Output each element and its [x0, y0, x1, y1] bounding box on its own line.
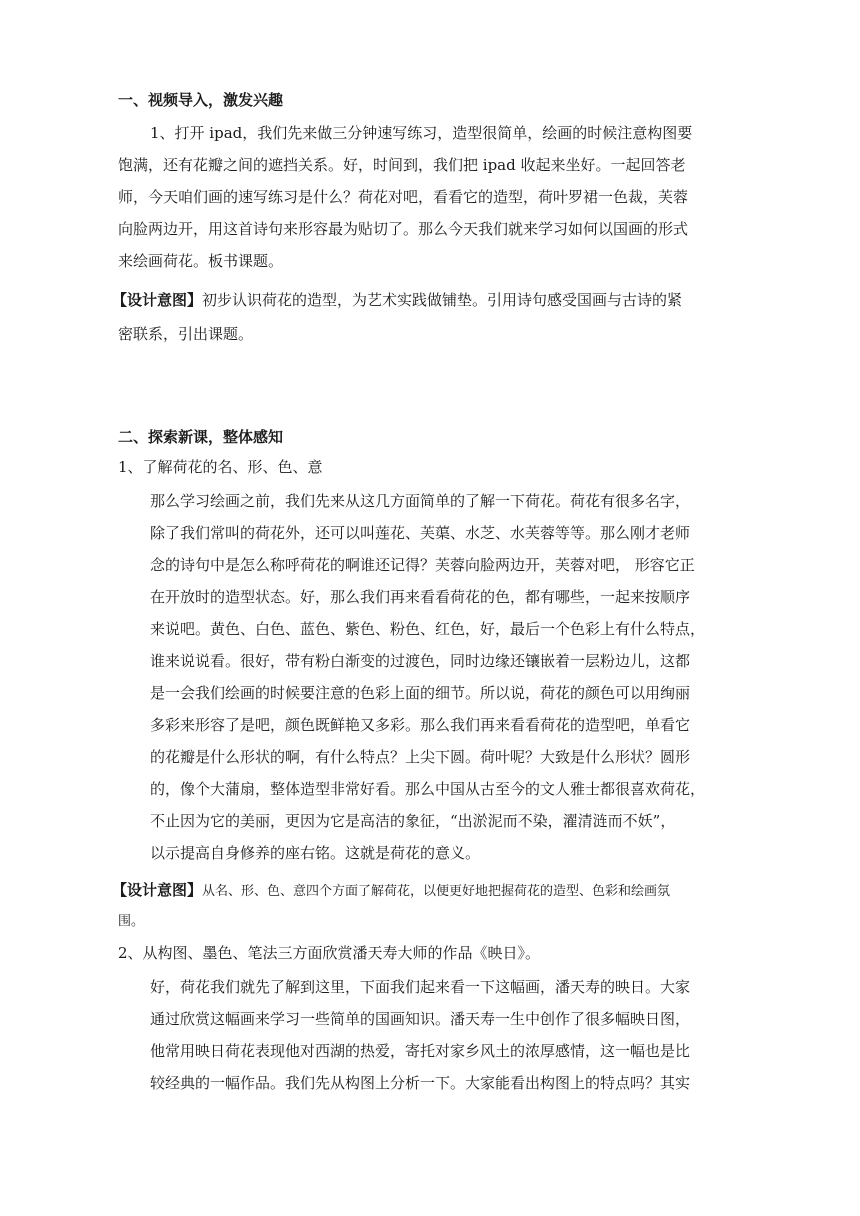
paragraph-line: 较经典的一幅作品。我们先从构图上分析一下。大家能看出构图上的特点吗？其实	[150, 1074, 691, 1092]
paragraph-line: 念的诗句中是怎么称呼荷花的啊谁还记得？芙蓉向脸两边开，芙蓉对吧， 形容它正	[150, 556, 695, 574]
design-intent-line: 密联系，引出课题。	[118, 325, 254, 343]
paragraph-line: 的花瓣是什么形状的啊，有什么特点？上尖下圆。荷叶呢？大致是什么形状？圆形	[150, 748, 691, 766]
paragraph-line: 通过欣赏这幅画来学习一些简单的国画知识。潘天寿一生中创作了很多幅映日图，	[150, 1010, 691, 1028]
paragraph-line: 多彩来形容了是吧，颜色既鲜艳又多彩。那么我们再来看看荷花的造型吧，单看它	[150, 716, 691, 734]
paragraph-line: 向脸两边开，用这首诗句来形容最为贴切了。那么今天我们就来学习如何以国画的形式	[118, 220, 689, 238]
design-intent-text: 从名、形、色、意四个方面了解荷花，以便更好地把握荷花的造型、色彩和绘画氛	[202, 884, 671, 899]
design-intent-label: 【设计意图】	[112, 291, 203, 309]
design-intent-label: 【设计意图】	[112, 881, 203, 899]
paragraph-line: 饱满，还有花瓣之间的遮挡关系。好，时间到，我们把 ipad 收起来坐好。一起回答老	[118, 156, 686, 174]
paragraph-line: 好，荷花我们就先了解到这里，下面我们起来看一下这幅画，潘天寿的映日。大家	[150, 978, 691, 996]
design-intent-text: 初步认识荷花的造型，为艺术实践做铺垫。引用诗句感受国画与古诗的紧	[202, 291, 683, 309]
paragraph-line: 的，像个大蒲扇，整体造型非常好看。那么中国从古至今的文人雅士都很喜欢荷花，	[150, 780, 706, 798]
paragraph-line: 除了我们常叫的荷花外，还可以叫莲花、芙蕖、水芝、水芙蓉等等。那么刚才老师	[150, 524, 691, 542]
paragraph-line: 来绘画荷花。板书课题。	[118, 252, 284, 270]
paragraph-line: 师，今天咱们画的速写练习是什么？荷花对吧，看看它的造型，荷叶罗裙一色裁，芙蓉	[118, 188, 689, 206]
paragraph-line: 他常用映日荷花表现他对西湖的热爱，寄托对家乡风土的浓厚感情，这一幅也是比	[150, 1042, 691, 1060]
design-intent-line	[112, 880, 670, 902]
design-intent-line: 围。	[118, 914, 145, 929]
subsection-2-title: 2、从构图、墨色、笔法三方面欣赏潘天寿大师的作品《映日》。	[118, 944, 541, 962]
paragraph-line: 不止因为它的美丽，更因为它是高洁的象征，“出淤泥而不染，濯清涟而不妖”，	[150, 812, 676, 830]
section-1-heading: 一、视频导入，激发兴趣	[118, 91, 284, 109]
paragraph-line: 谁来说说看。很好，带有粉白渐变的过渡色，同时边缘还镶嵌着一层粉边儿，这都	[150, 652, 691, 670]
paragraph-line: 是一会我们绘画的时候要注意的色彩上面的细节。所以说，荷花的颜色可以用绚丽	[150, 684, 691, 702]
paragraph-line: 来说吧。黄色、白色、蓝色、紫色、粉色、红色，好，最后一个色彩上有什么特点，	[150, 620, 706, 638]
paragraph-line: 那么学习绘画之前，我们先来从这几方面简单的了解一下荷花。荷花有很多名字，	[150, 492, 691, 510]
section-2-heading: 二、探索新课，整体感知	[118, 428, 284, 446]
design-intent-line	[112, 290, 682, 310]
paragraph-line: 在开放时的造型状态。好，那么我们再来看看荷花的色，都有哪些，一起来按顺序	[150, 588, 691, 606]
paragraph-line: 以示提高自身修养的座右铭。这就是荷花的意义。	[150, 844, 481, 862]
subsection-1-title: 1、了解荷花的名、形、色、意	[118, 458, 323, 476]
paragraph-line: 1、打开 ipad，我们先来做三分钟速写练习，造型很简单，绘画的时候注意构图要	[150, 124, 693, 142]
